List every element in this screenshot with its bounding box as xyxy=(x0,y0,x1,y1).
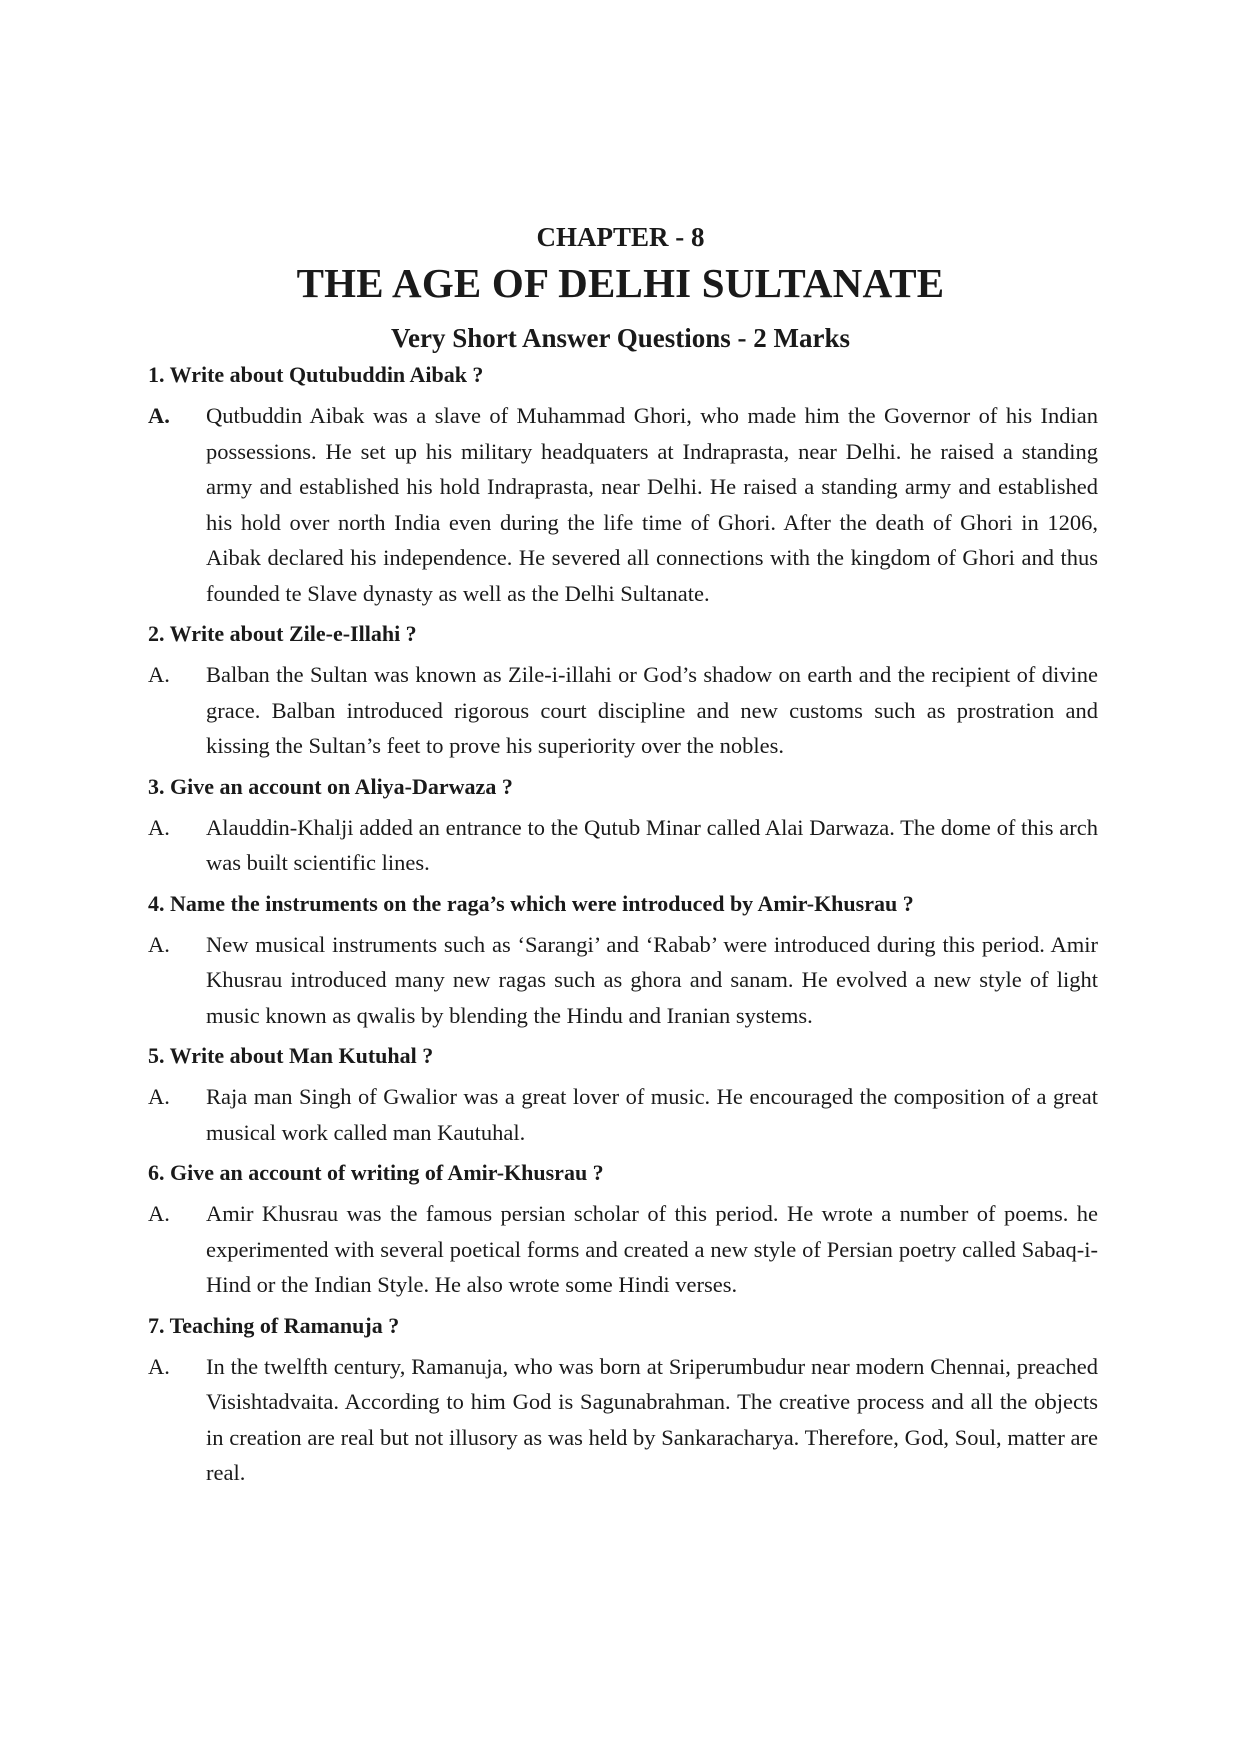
answer-marker: A. xyxy=(148,662,170,687)
answer-marker: A. xyxy=(148,1084,170,1109)
question-7: 7. Teaching of Ramanuja ? xyxy=(148,1312,400,1338)
question-4: 4. Name the instruments on the raga’s which were introduced by Amir-Khusrau ? xyxy=(148,890,914,916)
answer-2 xyxy=(148,657,1098,764)
answer-1 xyxy=(148,398,1098,611)
answer-6 xyxy=(148,1196,1098,1303)
answer-4 xyxy=(148,927,1098,1034)
answer-5 xyxy=(148,1079,1098,1150)
answer-text: New musical instruments such as ‘Sarangi’ and ‘Rabab’ were introduced during this period. Amir Khusrau introduced many new ragas such as ghora and sanam. He evolved a new style of light music known as qwalis by blending the Hindu and Iranian systems. xyxy=(206,931,1098,1028)
question-3: 3. Give an account on Aliya-Darwaza ? xyxy=(148,773,513,799)
question-6: 6. Give an account of writing of Amir-Khusrau ? xyxy=(148,1160,604,1185)
question-5: 5. Write about Man Kutuhal ? xyxy=(148,1043,434,1068)
answer-marker: A. xyxy=(148,403,170,428)
chapter-title: THE AGE OF DELHI SULTANATE xyxy=(296,260,945,306)
answer-marker: A. xyxy=(148,1201,170,1226)
answer-text: Raja man Singh of Gwalior was a great lover of music. He encouraged the composition of a great musical work called man Kautuhal. xyxy=(206,1084,1098,1145)
answer-marker: A. xyxy=(148,1353,170,1379)
answer-3 xyxy=(148,810,1098,881)
chapter-label: CHAPTER - 8 xyxy=(536,222,705,252)
qa-item xyxy=(148,770,1098,881)
answer-text: Qutbuddin Aibak was a slave of Muhammad Ghori, who made him the Governor of his Indian possessions. He set up his military headquaters at Indraprasta, near Delhi. he raised a standing army and established his hold Indraprasta, near Delhi. He raised a standing army and established his hold over north India even during the life time of Ghori. After the death of Ghori in 1206, Aibak declared his independence. He severed all connections with the kingdom of Ghori and thus founded te Slave dynasty as well as the Delhi Sultanate. xyxy=(206,403,1098,606)
answer-text: Amir Khusrau was the famous persian scholar of this period. He wrote a number of poems. he experimented with several poetical forms and created a new style of Persian poetry called Sabaq-i-Hind or the Indian Style. He also wrote some Hindi verses. xyxy=(206,1201,1098,1297)
answer-marker: A. xyxy=(148,814,170,840)
chapter-header xyxy=(0,218,1241,358)
answer-text: In the twelfth century, Ramanuja, who was born at Sriperumbudur near modern Chennai, preached Visishtadvaita. According to him God is Sagunabrahman. The creative process and all the objects in creation are real but not illusory as was held by Sankaracharya. Therefore, God, Soul, matter are real. xyxy=(206,1353,1098,1485)
qa-item xyxy=(148,1309,1098,1491)
qa-item xyxy=(148,887,1098,1034)
qa-item xyxy=(148,358,1098,611)
answer-text: Balban the Sultan was known as Zile-i-illahi or God’s shadow on earth and the recipient of divine grace. Balban introduced rigorous court discipline and new customs such as prostration and kissing the Sultan’s feet to prove his superiority over the nobles. xyxy=(206,662,1098,758)
qa-item xyxy=(148,1039,1098,1150)
answer-7 xyxy=(148,1349,1098,1491)
qa-list xyxy=(148,358,1098,1497)
answer-text: Alauddin-Khalji added an entrance to the Qutub Minar called Alai Darwaza. The dome of this arch was built scientific lines. xyxy=(206,814,1098,875)
qa-item xyxy=(148,617,1098,764)
answer-marker: A. xyxy=(148,931,170,957)
question-2: 2. Write about Zile-e-Illahi ? xyxy=(148,621,417,646)
section-title: Very Short Answer Questions - 2 Marks xyxy=(390,323,850,353)
qa-item xyxy=(148,1156,1098,1303)
question-1: 1. Write about Qutubuddin Aibak ? xyxy=(148,362,484,387)
